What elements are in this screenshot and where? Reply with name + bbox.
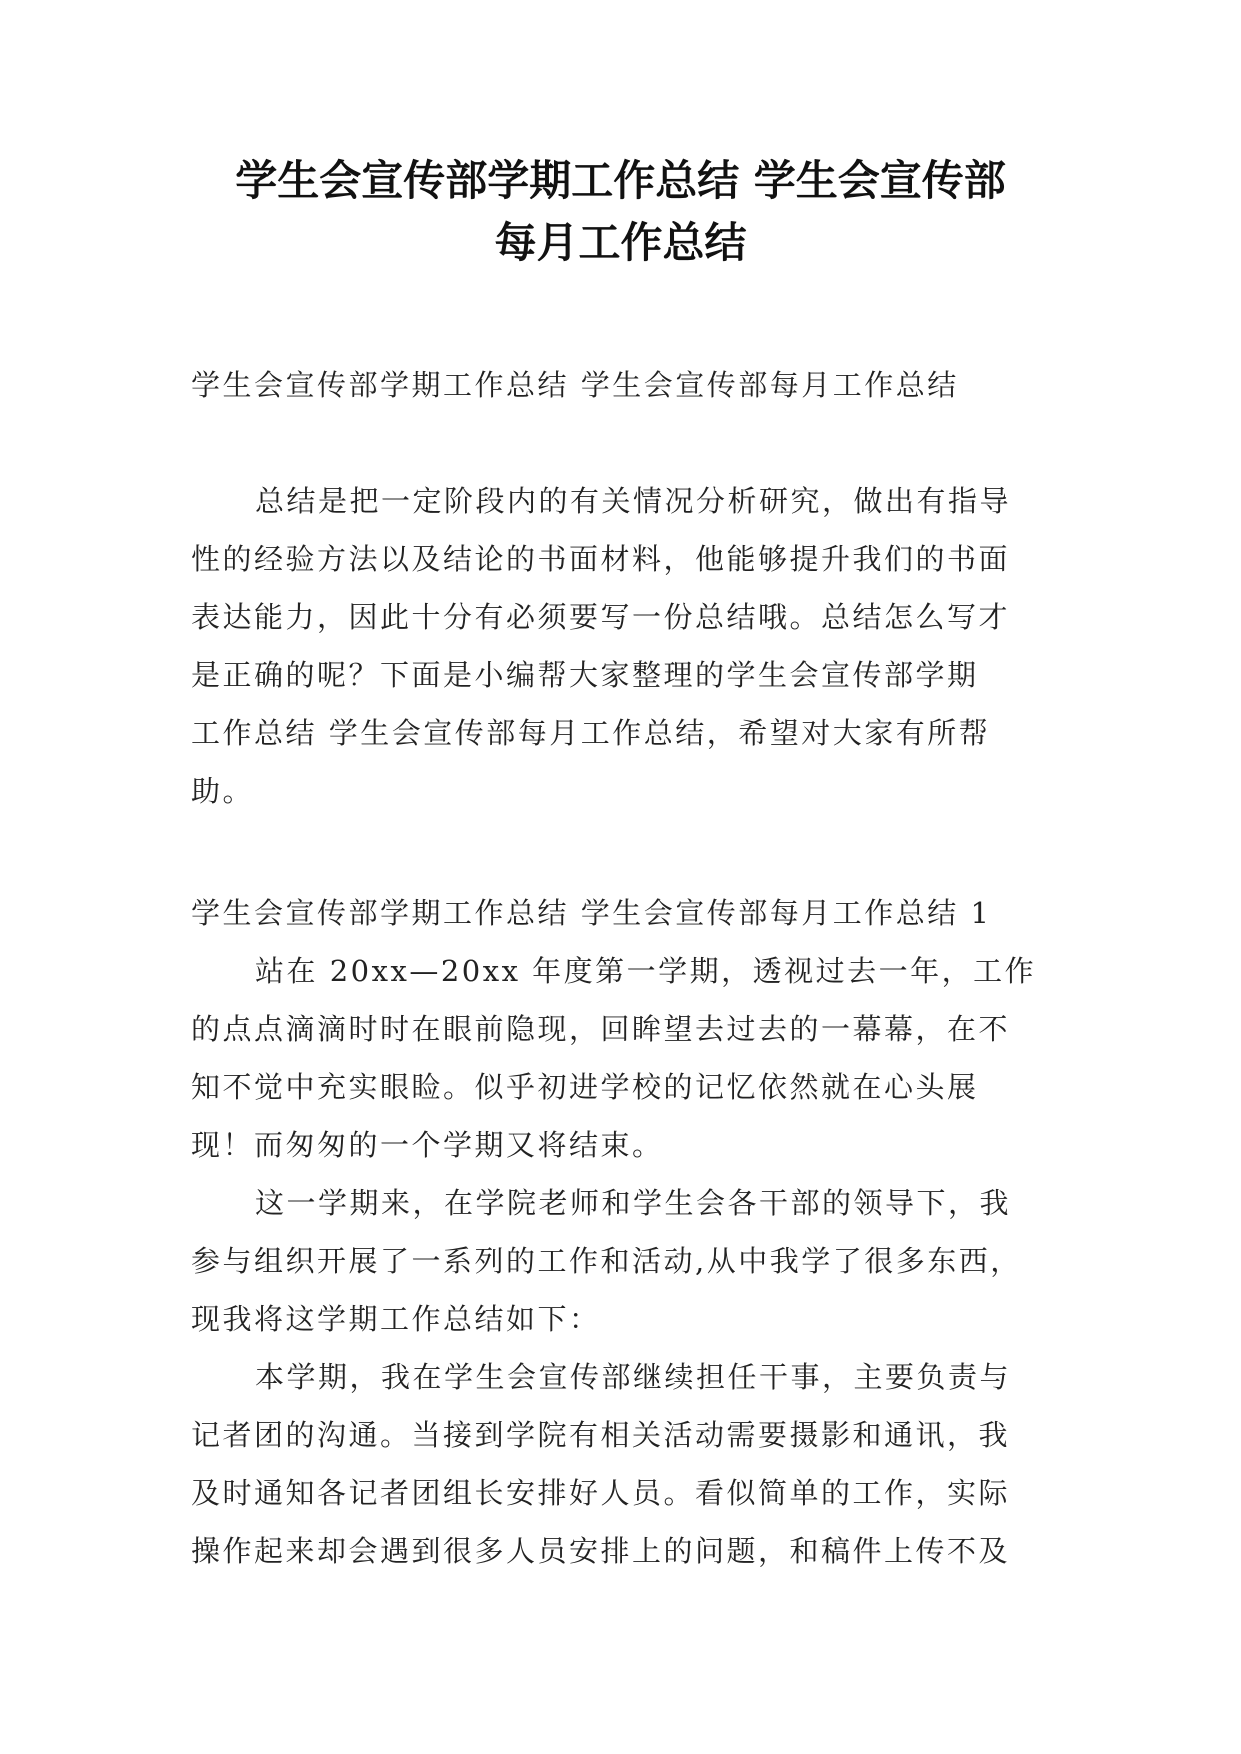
section-1: [191, 884, 1051, 1580]
document-title-line: 每月工作总结: [494, 218, 747, 267]
paragraph-line: 及时通知各记者团组长安排好人员。看似简单的工作，实际: [191, 1476, 1011, 1510]
paragraph-line: 是正确的呢？下面是小编帮大家整理的学生会宣传部学期: [191, 658, 979, 692]
paragraph-line: 工作总结 学生会宣传部每月工作总结，希望对大家有所帮: [191, 716, 991, 750]
paragraph-line: 总结是把一定阶段内的有关情况分析研究，做出有指导: [255, 484, 1012, 518]
paragraph-line: 本学期，我在学生会宣传部继续担任干事，主要负责与: [255, 1360, 1012, 1394]
paragraph-line: 的点点滴滴时时在眼前隐现，回眸望去过去的一幕幕，在不: [191, 1012, 1011, 1046]
document-subtitle: [191, 356, 1051, 414]
document-title: [180, 150, 1061, 274]
paragraph-line: 现我将这学期工作总结如下：: [191, 1302, 601, 1336]
paragraph-line: 知不觉中充实眼睑。似乎初进学校的记忆依然就在心头展: [191, 1070, 979, 1104]
paragraph-line: 性的经验方法以及结论的书面材料，他能够提升我们的书面: [191, 542, 1011, 576]
paragraph-line: 站在 20xx—20xx 年度第一学期，透视过去一年，工作: [255, 954, 1037, 988]
section-heading: 学生会宣传部学期工作总结 学生会宣传部每月工作总结 1: [191, 896, 992, 930]
paragraph-line: 参与组织开展了一系列的工作和活动,从中我学了很多东西，: [191, 1244, 1022, 1278]
paragraph-line: 操作起来却会遇到很多人员安排上的问题，和稿件上传不及: [191, 1534, 1011, 1568]
document-title-line: 学生会宣传部学期工作总结 学生会宣传部: [235, 156, 1006, 205]
intro-paragraph: [191, 472, 1051, 820]
paragraph-line: 助。: [191, 774, 255, 808]
paragraph-line: 表达能力，因此十分有必须要写一份总结哦。总结怎么写才: [191, 600, 1011, 634]
paragraph-line: 现！而匆匆的一个学期又将结束。: [191, 1128, 664, 1162]
subtitle-text: 学生会宣传部学期工作总结 学生会宣传部每月工作总结: [191, 368, 959, 402]
paragraph-line: 这一学期来，在学院老师和学生会各干部的领导下，我: [255, 1186, 1012, 1220]
paragraph-line: 记者团的沟通。当接到学院有相关活动需要摄影和通讯，我: [191, 1418, 1011, 1452]
